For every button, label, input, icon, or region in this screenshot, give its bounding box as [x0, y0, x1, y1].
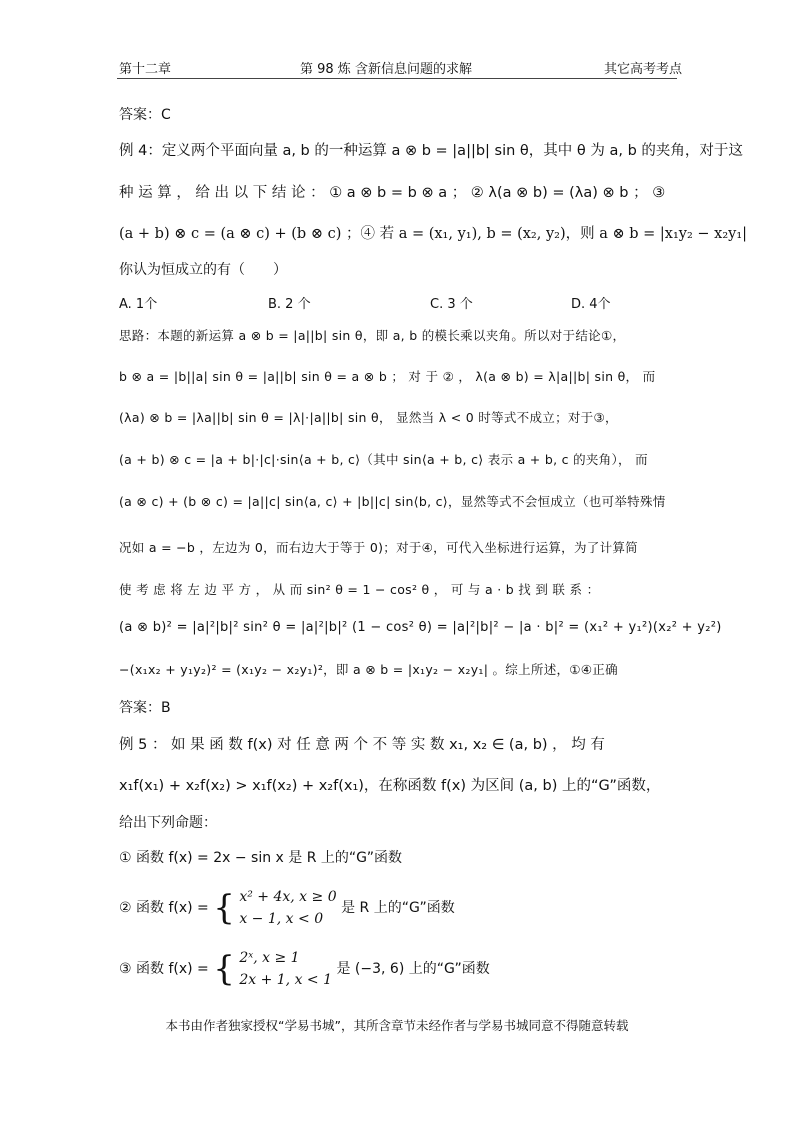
solution-line-7: 使 考 虑 将 左 边 平 方 ， 从 而 sin² θ = 1 − cos² θ ， 可 与 a · b 找 到 联 系 ：: [119, 582, 600, 597]
option-c: C. 3 个: [430, 297, 473, 312]
solution-line-1: 思路：本题的新运算 a ⊗ b = |a||b| sin θ，即 a, b 的模长乘以夹角。所以对于结论①，: [119, 328, 626, 343]
option-a: A. 1个: [119, 297, 158, 312]
solution-line-6: 况如 a = −b ，左边为 0，而右边大于等于 0)；对于④，可代入坐标进行运算，为了计算简: [119, 540, 638, 555]
brace-icon: {: [213, 888, 235, 928]
solution-line-3: (λa) ⊗ b = |λa||b| sin θ = |λ|·|a||b| sin θ， 显然当 λ < 0 时等式不成立；对于③，: [119, 410, 618, 425]
copyright-footer: 本书由作者独家授权“学易书城”，其所含章节未经作者与学易书城同意不得随意转载: [165, 1018, 629, 1033]
solution-line-4: (a + b) ⊗ c = |a + b|·|c|·sin⟨a + b, c⟩（其中 sin⟨a + b, c⟩ 表示 a + b, c 的夹角）， 而: [119, 452, 648, 467]
ex4-line-4: 你认为恒成立的有（ ）: [119, 262, 287, 278]
solution-line-9: −(x₁x₂ + y₁y₂)² = (x₁y₂ − x₂y₁)²，即 a ⊗ b = |x₁y₂ − x₂y₁| 。综上所述，①④正确: [119, 662, 618, 677]
brace-icon: {: [213, 949, 235, 989]
prop3-prefix: ③ 函数 f(x) =: [119, 961, 209, 977]
ex5-line-3: 给出下列命题：: [119, 815, 217, 831]
solution-line-8: (a ⊗ b)² = |a|²|b|² sin² θ = |a|²|b|² (1 − cos² θ) = |a|²|b|² − |a · b|² = (x₁² + y₁²)(x₂² + y₂²): [119, 620, 722, 635]
prop2-case-2: x − 1, x < 0: [239, 911, 324, 927]
ex5-line-2: x₁f(x₁) + x₂f(x₂) > x₁f(x₂) + x₂f(x₁)，在称函数 f(x) 为区间 (a, b) 上的“G”函数，: [119, 778, 661, 794]
option-b: B. 2 个: [268, 297, 311, 312]
prop3-case-1: 2ˣ, x ≥ 1: [239, 950, 300, 966]
solution-line-2: b ⊗ a = |b||a| sin θ = |a||b| sin θ = a ⊗ b ； 对 于 ② ， λ(a ⊗ b) = λ|a||b| sin θ， 而: [119, 369, 656, 384]
ex4-line-2: 种 运 算 ， 给 出 以 下 结 论 ： ① a ⊗ b = b ⊗ a ； ② λ(a ⊗ b) = (λa) ⊗ b ； ③: [119, 185, 666, 201]
solution-line-5: (a ⊗ c) + (b ⊗ c) = |a||c| sin⟨a, c⟩ + |b||c| sin⟨b, c⟩，显然等式不会恒成立（也可举特殊情: [119, 494, 666, 509]
prop3-suffix: 是 (−3, 6) 上的“G”函数: [336, 961, 490, 977]
option-d: D. 4个: [571, 297, 611, 312]
prop2-prefix: ② 函数 f(x) =: [119, 900, 209, 916]
ex4-line-1: 例 4：定义两个平面向量 a, b 的一种运算 a ⊗ b = |a||b| sin θ，其中 θ 为 a, b 的夹角，对于这: [119, 143, 743, 159]
proposition-1: ① 函数 f(x) = 2x − sin x 是 R 上的“G”函数: [119, 850, 402, 866]
header-divider: [117, 78, 677, 79]
prop3-case-2: 2x + 1, x < 1: [239, 972, 333, 988]
answer-b: 答案：B: [119, 700, 171, 716]
ex5-line-1: 例 5 ： 如 果 函 数 f(x) 对 任 意 两 个 不 等 实 数 x₁, x₂ ∈ (a, b) ， 均 有: [119, 737, 605, 753]
ex4-line-3: (a + b) ⊗ c = (a ⊗ c) + (b ⊗ c) ；④ 若 a = (x₁, y₁), b = (x₂, y₂)，则 a ⊗ b = |x₁y₂ − x₂y₁|: [119, 226, 748, 242]
chapter-label: 第十二章: [119, 62, 172, 77]
prop2-case-1: x² + 4x, x ≥ 0: [239, 889, 337, 905]
answer-c: 答案：C: [119, 107, 171, 123]
proposition-2: [119, 886, 455, 930]
proposition-3: [119, 947, 490, 991]
topic-label: 其它高考考点: [604, 62, 683, 77]
prop2-cases: [239, 886, 336, 930]
section-title: 第 98 炼 含新信息问题的求解: [300, 62, 472, 77]
prop2-suffix: 是 R 上的“G”函数: [341, 900, 455, 916]
prop3-cases: [239, 947, 332, 991]
